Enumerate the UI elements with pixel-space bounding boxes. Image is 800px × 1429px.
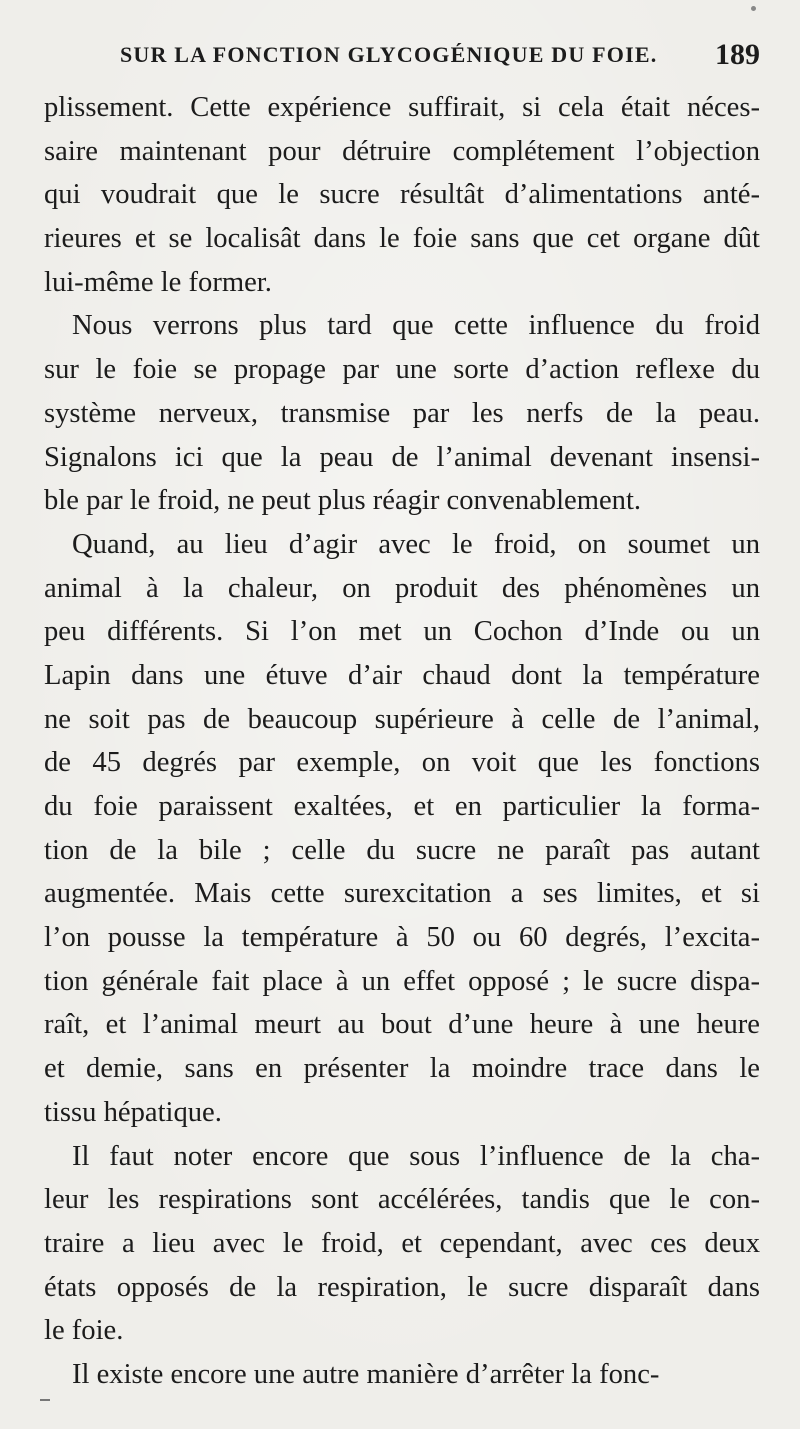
text-line: Quand, au lieu d’agir avec le froid, on soumet un bbox=[72, 528, 760, 560]
text-line: états opposés de la respiration, le sucre disparaît dans bbox=[44, 1271, 760, 1303]
text-line: Lapin dans une étuve d’air chaud dont la température bbox=[44, 659, 760, 691]
text-line: Il existe encore une autre manière d’arrêter la fonc- bbox=[72, 1358, 660, 1390]
text-line: peu différents. Si l’on met un Cochon d’Inde ou un bbox=[44, 616, 760, 648]
text-line: du foie paraissent exaltées, et en particulier la forma- bbox=[44, 791, 760, 822]
text-line: rieures et se localisât dans le foie sans que cet organe dût bbox=[44, 223, 760, 255]
body-text bbox=[44, 86, 760, 1397]
page-number: 189 bbox=[715, 38, 760, 71]
text-line: lui-même le former. bbox=[44, 266, 272, 298]
margin-mark bbox=[40, 1399, 50, 1401]
text-line: traire a lieu avec le froid, et cependant, avec ces deux bbox=[44, 1227, 760, 1259]
text-line: animal à la chaleur, on produit des phénomènes un bbox=[44, 572, 760, 604]
text-line: et demie, sans en présenter la moindre trace dans le bbox=[44, 1053, 760, 1085]
text-line: qui voudrait que le sucre résultât d’alimentations anté- bbox=[44, 179, 760, 211]
text-line: l’on pousse la température à 50 ou 60 degrés, l’excita- bbox=[44, 922, 760, 954]
paragraph bbox=[44, 86, 760, 304]
text-line: sur le foie se propage par une sorte d’action reflexe du bbox=[44, 354, 760, 386]
text-line: tion de la bile ; celle du sucre ne paraît pas autant bbox=[44, 834, 760, 866]
text-line: augmentée. Mais cette surexcitation a ses limites, et si bbox=[44, 878, 760, 910]
text-line: raît, et l’animal meurt au bout d’une heure à une heure bbox=[44, 1009, 760, 1041]
text-line: de 45 degrés par exemple, on voit que les fonctions bbox=[44, 747, 760, 779]
paragraph bbox=[44, 523, 760, 1135]
paragraph bbox=[44, 304, 760, 522]
ink-speck bbox=[751, 6, 756, 11]
paragraph bbox=[44, 1135, 760, 1353]
running-head: SUR LA FONCTION GLYCOGÉNIQUE DU FOIE. bbox=[120, 42, 658, 67]
text-line: Nous verrons plus tard que cette influence du froid bbox=[72, 310, 760, 342]
text-line: tissu hépatique. bbox=[44, 1096, 222, 1128]
text-line: ne soit pas de beaucoup supérieure à celle de l’animal, bbox=[44, 703, 760, 735]
text-line: système nerveux, transmise par les nerfs de la peau. bbox=[44, 397, 760, 429]
text-line: tion générale fait place à un effet opposé ; le sucre dispa- bbox=[44, 965, 760, 997]
text-line: ble par le froid, ne peut plus réagir convenablement. bbox=[44, 485, 642, 517]
page-header bbox=[120, 38, 760, 74]
text-line: Il faut noter encore que sous l’influence de la cha- bbox=[72, 1140, 760, 1172]
paragraph bbox=[44, 1353, 760, 1397]
text-line: leur les respirations sont accélérées, tandis que le con- bbox=[44, 1184, 760, 1216]
text-line: le foie. bbox=[44, 1315, 124, 1347]
text-line: plissement. Cette expérience suffirait, si cela était néces- bbox=[44, 92, 760, 123]
text-line: Signalons ici que la peau de l’animal devenant insensi- bbox=[44, 441, 760, 473]
text-line: saire maintenant pour détruire complétement l’objection bbox=[44, 135, 760, 167]
